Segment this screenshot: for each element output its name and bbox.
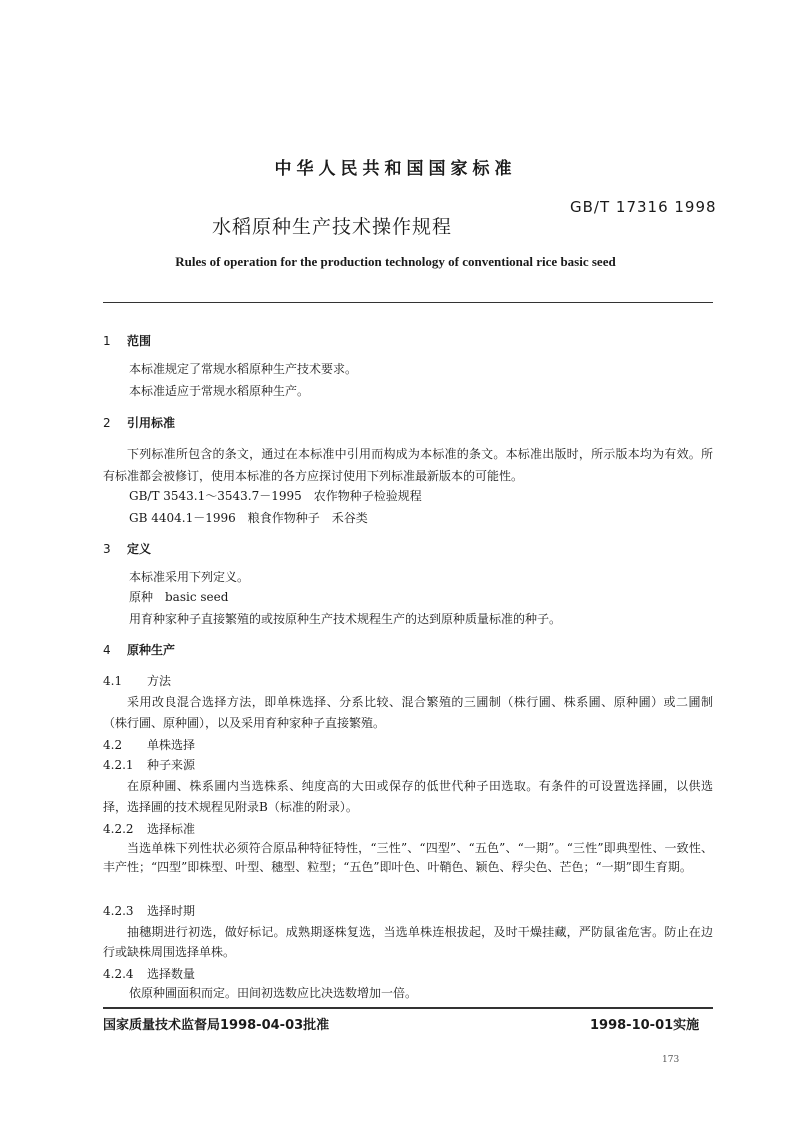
subsection-4-2-4-heading [103,965,195,982]
subsection-number: 4.2.4 [103,967,134,981]
subsection-title: 种子来源 [147,758,196,772]
section-number: 4 [103,643,111,657]
subsection-4-2-3-heading [103,902,195,919]
section-number: 1 [103,334,111,348]
top-divider [103,302,713,303]
subsection-number: 4.1 [103,674,123,688]
subsection-title: 单株选择 [147,738,196,752]
subsection-4-2-heading [103,736,195,753]
reference-1: GB/T 3543.1～3543.7－1995 农作物种子检验规程 [129,489,422,503]
section-2-heading [103,414,175,431]
implementation-date: 1998-10-01实施 [590,1018,700,1033]
national-standard-heading: 中华人民共和国国家标准 [274,159,517,179]
section-title: 原种生产 [127,643,176,657]
term-basic-seed: 原种 basic seed [129,590,229,604]
section-2-para-1: 下列标准所包含的条文，通过在本标准中引用而构成为本标准的条文。本标准出版时，所示版本均为有效。所有标准都会被修订，使用本标准的各方应探讨使用下列标准最新版本的可能性。 [103,447,713,483]
section-number: 2 [103,416,111,430]
reference-2: GB 4404.1－1996 粮食作物种子 禾谷类 [129,511,368,525]
section-1-heading [103,332,151,349]
subsection-4-1-para: 采用改良混合选择方法，即单株选择、分系比较、混合繁殖的三圃制（株行圃、株系圃、原种圃）或二圃制（株行圃、原种圃），以及采用育种家种子直接繁殖。 [103,695,713,730]
section-number: 3 [103,542,111,556]
term-definition: 用育种家种子直接繁殖的或按原种生产技术规程生产的达到原种质量标准的种子。 [129,612,562,626]
subsection-4-2-1-para: 在原种圃、株系圃内当选株系、纯度高的大田或保存的低世代种子田选取。有条件的可设置选择圃，以供选择，选择圃的技术规程见附录B（标准的附录）。 [103,779,713,814]
section-3-heading [103,540,151,557]
bottom-divider [103,1007,713,1009]
english-title: Rules of operation for the production technology of conventional rice basic seed [175,254,616,269]
section-title: 引用标准 [127,416,176,430]
subsection-4-2-3-para: 抽穗期进行初选，做好标记。成熟期逐株复选，当选单株连根拔起，及时干燥挂藏，严防鼠雀危害。防止在边行或缺株周围选择单株。 [103,925,713,959]
subsection-title: 方法 [147,674,172,688]
section-3-para-1: 本标准采用下列定义。 [129,570,250,584]
section-1-para-1: 本标准规定了常规水稻原种生产技术要求。 [129,362,358,376]
subsection-title: 选择时期 [147,904,196,918]
page-number: 173 [662,1055,680,1065]
section-title: 定义 [127,542,152,556]
issued-by: 国家质量技术监督局1998-04-03批准 [103,1018,330,1033]
subsection-4-2-4-para: 依原种圃面积而定。田间初选数应比决选数增加一倍。 [129,986,418,1000]
subsection-number: 4.2 [103,738,123,752]
section-title: 范围 [127,334,152,348]
subsection-4-2-2-para: 当选单株下列性状必须符合原品种特征特性，“三性”、“四型”、“五色”、“一期”。“三性”即典型性、一致性、丰产性；“四型”即株型、叶型、穗型、粒型；“五色”即叶色、叶鞘色、颖色、稃尖色、芒色；“一期”即生育期。 [103,841,713,874]
subsection-4-2-2-heading [103,820,195,837]
standard-code: GB/T 17316 1998 [570,198,717,216]
subsection-title: 选择数量 [147,967,196,981]
subsection-4-1-heading [103,672,171,689]
subsection-number: 4.2.3 [103,904,134,918]
section-1-para-2: 本标准适应于常规水稻原种生产。 [129,384,310,398]
subsection-number: 4.2.1 [103,758,134,772]
subsection-title: 选择标准 [147,822,196,836]
section-4-heading [103,641,175,658]
subsection-number: 4.2.2 [103,822,134,836]
subsection-4-2-1-heading [103,756,195,773]
page-title: 水稻原种生产技术操作规程 [212,216,453,238]
